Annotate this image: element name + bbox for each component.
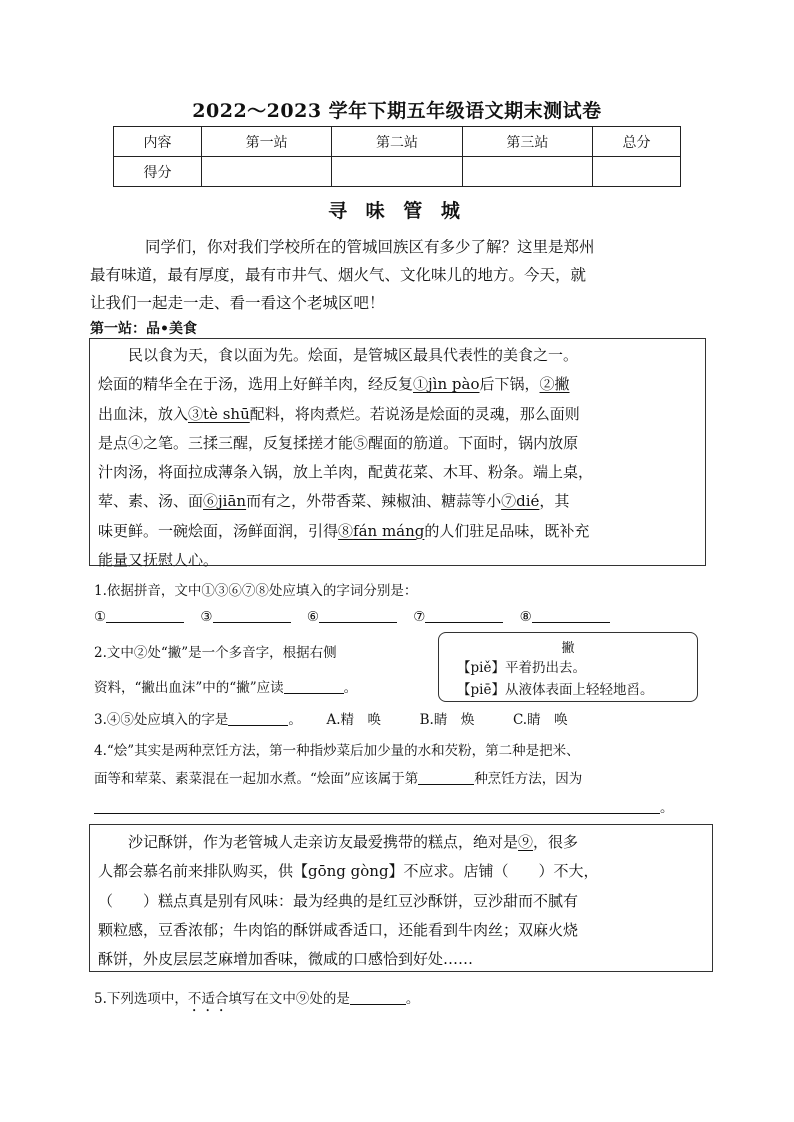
dictionary-entry-pie1: 【piē】从液体表面上轻轻地舀。: [457, 682, 654, 698]
dictionary-entry-pie3: 【piě】平着扔出去。: [457, 660, 586, 676]
passage2-text: [98, 828, 706, 974]
passage1-line-1: 民以食为天，食以面为先。烩面，是管城区最具代表性的美食之一。: [128, 346, 579, 364]
answer-6-blank[interactable]: [319, 608, 397, 623]
emphasis-not-suitable: 不适合: [187, 991, 229, 1007]
passage1-line-7: 味更鲜。一碗烩面，汤鲜面润，引得⑧fán máng的人们驻足品味，既补充: [98, 521, 590, 540]
station1-heading: 第一站：品•美食: [90, 321, 197, 337]
passage1-line-2: 烩面的精华全在于汤，选用上好鲜羊肉，经反复①jìn pào后下锅，②撇: [98, 375, 570, 394]
blank-9: ⑨: [518, 833, 534, 851]
passage2-box: [89, 824, 713, 972]
score-header-content: 内容: [114, 127, 202, 157]
question-4-blank-reason[interactable]: [94, 799, 660, 814]
marker-2: ②撇: [539, 375, 570, 394]
intro-paragraph: [90, 233, 713, 317]
pinyin-blank-3: ③tè shū: [188, 404, 250, 423]
score-header-station3: 第三站: [462, 127, 592, 157]
answer-6-label: ⑥: [306, 609, 319, 625]
question-4-line-2: 面等和荤菜、素菜混在一起加水煮。“烩面”应该属于第 种烹饪方法，因为: [94, 771, 583, 787]
answer-3-blank[interactable]: [213, 608, 291, 623]
score-cell-station1[interactable]: [201, 157, 331, 187]
score-table-header-row: [114, 127, 681, 157]
question-1-answer-row: [94, 608, 610, 625]
answer-8-label: ⑧: [519, 609, 532, 625]
passage1-line-5: 汁肉汤，将面拉成薄条入锅，放上羊肉，配黄花菜、木耳、粉条。端上桌，: [98, 463, 594, 482]
answer-1-label: ①: [94, 609, 107, 625]
score-header-station2: 第二站: [332, 127, 462, 157]
dictionary-headword: 撇: [561, 641, 575, 656]
blank-4: ④: [128, 433, 144, 452]
question-5: 5.下列选项中，不适合填写在文中⑨处的是 。: [94, 991, 420, 1007]
passage2-line-4: 颗粒感，豆香浓郁；牛肉馅的酥饼咸香适口，还能看到牛肉丝；双麻火烧: [98, 920, 579, 939]
pinyin-blank-8: ⑧fán máng: [338, 521, 425, 540]
score-table-score-row: [114, 157, 681, 187]
blank-5: ⑤: [353, 433, 369, 452]
passage1-line-6: 荤、素、汤、面⑥jiān而有之，外带香菜、辣椒油、糖蒜等小⑦dié，其: [98, 492, 570, 511]
score-header-station1: 第一站: [201, 127, 331, 157]
dictionary-box: [438, 632, 698, 702]
section-title: 寻 味 管 城: [328, 200, 466, 222]
question-3-option-b[interactable]: B.睛 焕: [419, 712, 475, 728]
intro-line-3: 让我们一起走一走、看一看这个老城区吧！: [90, 294, 385, 312]
intro-line-1: 同学们，你对我们学校所在的管城回族区有多少了解？这里是郑州: [145, 238, 595, 256]
passage1-box: [89, 338, 706, 570]
question-3-blank[interactable]: [228, 711, 288, 726]
answer-3-label: ③: [200, 609, 213, 625]
score-row-label: 得分: [114, 157, 202, 187]
question-3-option-c[interactable]: C.睛 唤: [512, 712, 568, 728]
question-2-line-1: 2.文中②处“撇”是一个多音字，根据右侧: [94, 645, 337, 661]
question-2-line-2: 资料，“撇出血沫”中的“撇”应读 。: [94, 680, 358, 696]
answer-1-blank[interactable]: [106, 608, 184, 623]
question-4-blank-method[interactable]: [418, 770, 474, 785]
question-3-option-a[interactable]: A.精 唤: [326, 712, 382, 728]
score-header-total: 总分: [593, 127, 681, 157]
pinyin-blank-7: ⑦dié: [501, 492, 540, 511]
score-cell-station2[interactable]: [332, 157, 462, 187]
pinyin-blank-1: ①jìn pào: [413, 375, 480, 394]
passage2-line-2: 人都会慕名前来排队购买，供【gōng gòng】不应求。店铺（ ）不大，: [98, 862, 599, 881]
answer-7-label: ⑦: [413, 609, 426, 625]
question-4-line-1: 4.“烩”其实是两种烹饪方法，第一种指炒菜后加少量的水和芡粉，第二种是把米、: [94, 743, 580, 759]
question-5-blank[interactable]: [350, 990, 406, 1005]
question-2-blank[interactable]: [284, 679, 344, 694]
passage1-text: [98, 341, 699, 575]
score-cell-total[interactable]: [593, 157, 681, 187]
pinyin-blank-6: ⑥jiān: [203, 492, 247, 511]
passage2-line-1: 沙记酥饼，作为老管城人走亲访友最爱携带的糕点，绝对是⑨，很多: [128, 833, 579, 851]
question-1: 1.依据拼音，文中①③⑥⑦⑧处应填入的字词分别是：: [94, 583, 418, 599]
question-3: 3.④⑤处应填入的字是 。 A.精 唤 B.睛 焕 C.睛 唤: [94, 712, 568, 728]
passage1-line-4: 是点④之笔。三揉三醒，反复揉搓才能⑤醒面的筋道。下面时，锅内放原: [98, 433, 579, 452]
question-4-line-3: 。: [94, 796, 674, 816]
exam-title: 2022～2023 学年下期五年级语文期末测试卷: [192, 100, 602, 122]
passage2-line-5: 酥饼，外皮层层芝麻增加香味，微咸的口感恰到好处……: [98, 950, 474, 969]
score-table: [113, 126, 681, 187]
intro-line-2: 最有味道，最有厚度，最有市井气、烟火气、文化味儿的地方。今天，就: [90, 266, 587, 284]
passage1-line-8: 能量又抚慰人心。: [98, 551, 219, 570]
answer-7-blank[interactable]: [425, 608, 503, 623]
score-cell-station3[interactable]: [462, 157, 592, 187]
passage1-line-3: 出血沫，放入③tè shū配料，将肉煮烂。若说汤是烩面的灵魂，那么面则: [98, 404, 580, 423]
answer-8-blank[interactable]: [532, 608, 610, 623]
passage2-line-3: （ ）糕点真是别有风味：最为经典的是红豆沙酥饼，豆沙甜而不腻有: [98, 891, 579, 910]
